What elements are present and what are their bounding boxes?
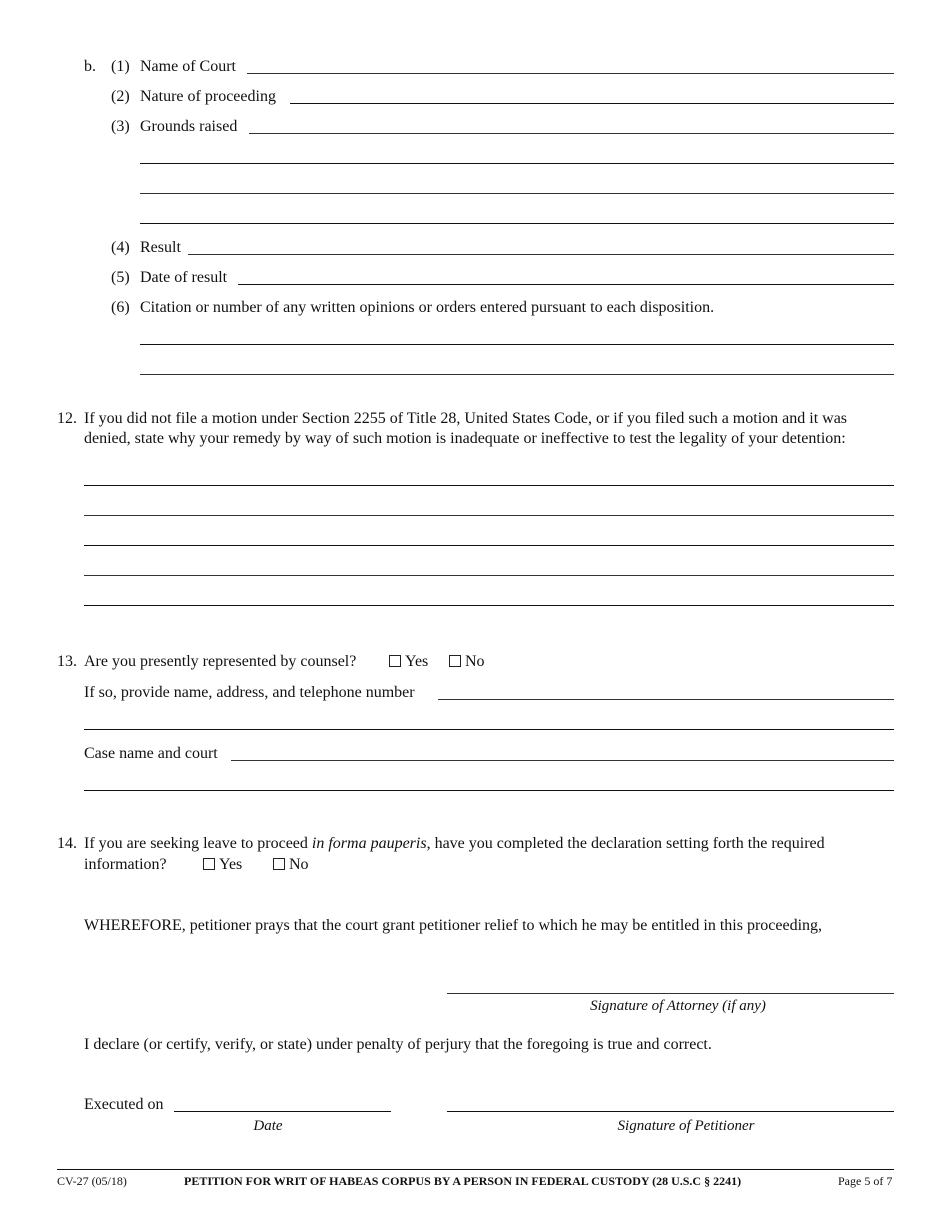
executed-on-label: Executed on [84,1096,164,1113]
q14-no-option[interactable] [273,855,309,875]
citation-line[interactable] [140,374,894,375]
q14-yes-label: Yes [219,856,243,873]
item-3-num: (3) [111,118,130,135]
q12-number: 12. [57,410,77,427]
q14-yes-option[interactable] [203,855,242,875]
q13-yes-checkbox[interactable] [389,655,401,667]
case-name-line[interactable] [84,790,894,791]
q14-text-start: If you are seeking leave to proceed [84,835,312,852]
q12-answer-line[interactable] [84,515,894,516]
item-5-num: (5) [111,269,130,286]
q14-no-label: No [289,856,309,873]
q13-no-option[interactable] [449,652,485,672]
petitioner-signature-line[interactable] [447,1111,894,1112]
q14-text [84,834,825,854]
item-4-num: (4) [111,239,130,256]
q13-no-label: No [465,653,485,670]
grounds-raised-label: Grounds raised [140,118,238,135]
q14-text-end: , have you completed the declaration setting forth the required [426,835,825,852]
case-name-field[interactable] [231,760,894,761]
grounds-raised-field[interactable] [249,133,894,134]
item-2-num: (2) [111,88,130,105]
nature-of-proceeding-label: Nature of proceeding [140,88,276,105]
footer-rule [57,1169,894,1170]
q14-yes-checkbox[interactable] [203,858,215,870]
section-b-letter: b. [84,58,96,75]
q12-answer-line[interactable] [84,605,894,606]
footer-title: PETITION FOR WRIT OF HABEAS CORPUS BY A PERSON IN FEDERAL CUSTODY (28 U.S.C § 2241) [184,1174,742,1188]
counsel-info-line[interactable] [84,729,894,730]
case-name-label: Case name and court [84,745,218,762]
q13-yes-option[interactable] [389,652,428,672]
nature-of-proceeding-field[interactable] [290,103,894,104]
item-6-num: (6) [111,299,130,316]
q12-answer-line[interactable] [84,485,894,486]
execution-date-field[interactable] [174,1111,391,1112]
attorney-signature-caption: Signature of Attorney (if any) [590,998,766,1014]
q14-text-line2: information? [84,856,167,873]
q13-no-checkbox[interactable] [449,655,461,667]
q13-number: 13. [57,653,77,670]
wherefore-text: WHEREFORE, petitioner prays that the court grant petitioner relief to which he may be entitled in this proceeding, [84,917,823,934]
q13-yes-label: Yes [405,653,429,670]
result-label: Result [140,239,181,256]
counsel-info-field[interactable] [438,699,894,700]
grounds-raised-line[interactable] [140,163,894,164]
citation-line[interactable] [140,344,894,345]
citation-label: Citation or number of any written opinions or orders entered pursuant to each disposition. [140,299,715,316]
result-field[interactable] [188,254,894,255]
name-of-court-label: Name of Court [140,58,236,75]
q14-number: 14. [57,835,77,852]
q14-no-checkbox[interactable] [273,858,285,870]
declaration-text: I declare (or certify, verify, or state) under penalty of perjury that the foregoing is true and correct. [84,1036,712,1053]
grounds-raised-line[interactable] [140,223,894,224]
name-of-court-field[interactable] [247,73,894,74]
attorney-signature-line[interactable] [447,993,894,994]
footer-page-number: Page 5 of 7 [838,1174,893,1188]
q12-text: If you did not file a motion under Section 2255 of Title 28, United States Code, or if you filed such a motion and it was denied, state why your remedy by way of such motion is inadequate or ineffective to test the legality of your detention: [84,410,848,447]
counsel-info-label: If so, provide name, address, and telephone number [84,684,415,701]
grounds-raised-line[interactable] [140,193,894,194]
date-caption: Date [253,1118,283,1134]
petitioner-signature-caption: Signature of Petitioner [617,1118,755,1134]
item-1-num: (1) [111,58,130,75]
q12-answer-line[interactable] [84,545,894,546]
footer-form-id: CV-27 (05/18) [57,1174,127,1188]
q13-question: Are you presently represented by counsel? [84,653,357,670]
date-of-result-label: Date of result [140,269,228,286]
q14-text-italic: in forma pauperis [311,835,427,852]
q12-answer-line[interactable] [84,575,894,576]
date-of-result-field[interactable] [238,284,894,285]
